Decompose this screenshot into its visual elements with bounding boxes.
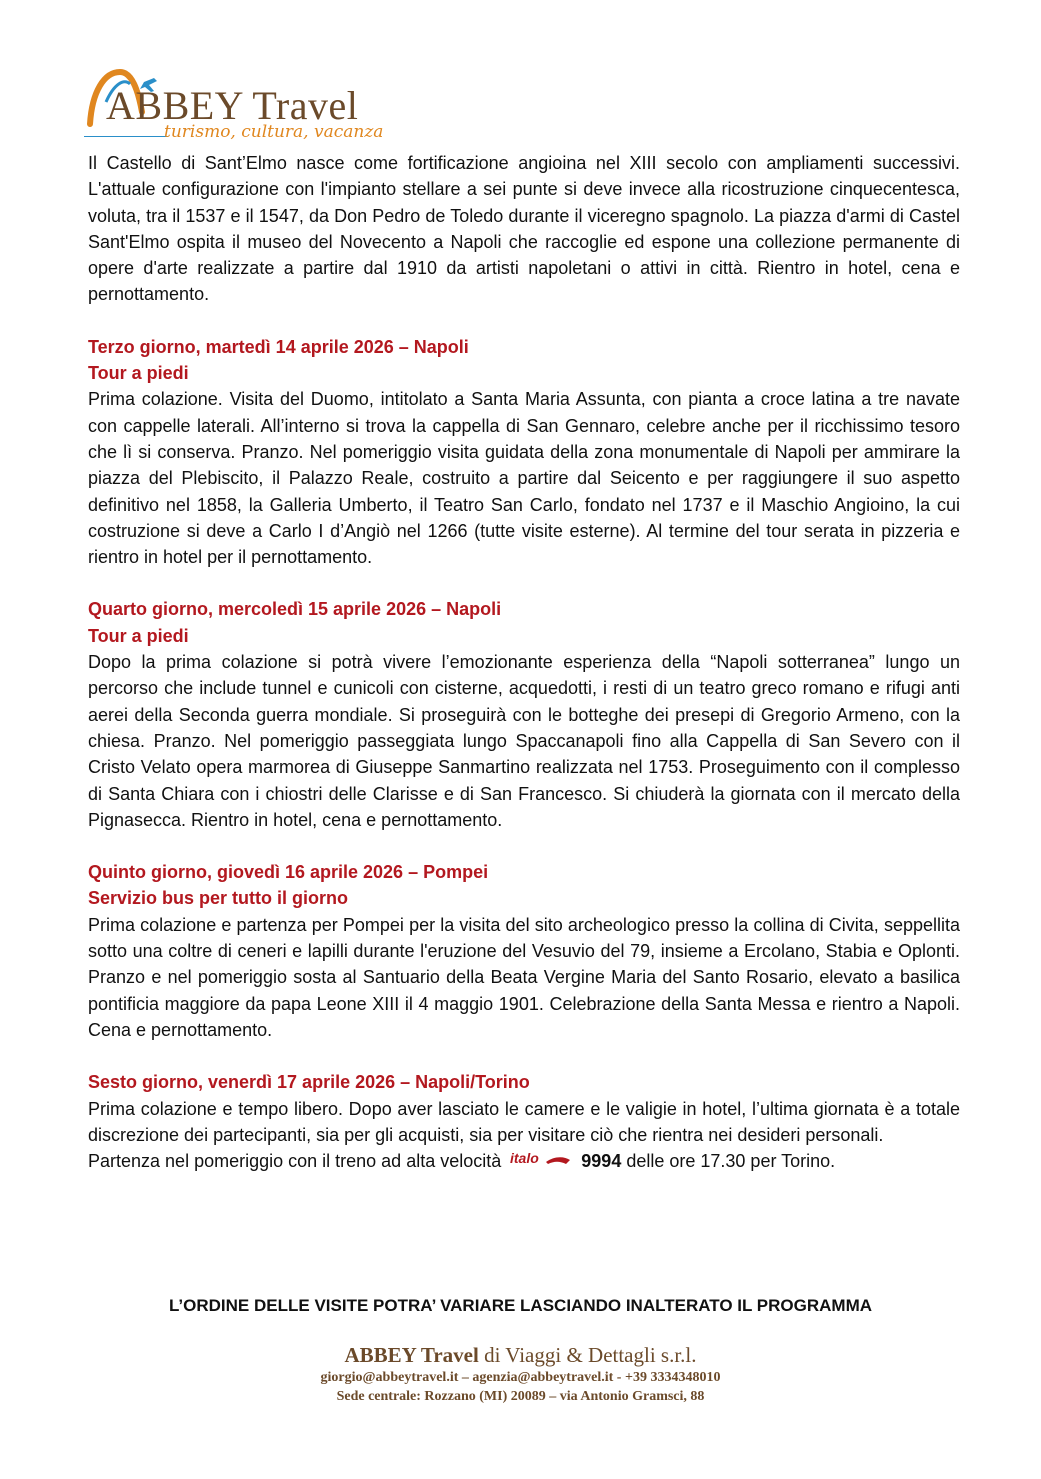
day-subtitle: Tour a piedi: [88, 363, 189, 384]
footer-company: [0, 1343, 1041, 1368]
day-section: [88, 596, 960, 833]
day-section: [88, 859, 960, 1043]
company-logo: [84, 62, 404, 152]
logo-rule: [84, 136, 168, 137]
logo-tagline: turismo, cultura, vacanza: [164, 122, 384, 142]
departure-line: [88, 1148, 960, 1175]
departure-time-text: delle ore 17.30 per Torino.: [626, 1151, 836, 1172]
footer-address: Sede centrale: Rozzano (MI) 20089 – via Antonio Gramsci, 88: [336, 1389, 705, 1404]
day-description: Prima colazione e partenza per Pompei per la visita del sito archeologico presso la collina di Civita, seppellita sotto una coltre di ceneri e lapilli durante l'eruzione del Vesuvio del 79, insieme a Ercolano, Stabia e Oplonti. Pranzo e nel pomeriggio sosta al Santuario della Beata Vergine Maria del Santo Rosario, elevato a basilica pontificia maggiore da papa Leone XIII il 4 maggio 1901. Celebrazione della Santa Messa e rientro a Napoli. Cena e pernottamento.: [88, 914, 960, 1040]
day-description: Prima colazione e tempo libero. Dopo aver lasciato le camere e le valigie in hotel, l’ultima giornata è a totale discrezione dei partecipanti, sia per gli acquisti, sia per visitare ciò che rientra nei desideri personali.: [88, 1098, 960, 1145]
footer: [0, 1343, 1041, 1406]
italo-logo-text: italo: [510, 1150, 540, 1167]
day-description: Dopo la prima colazione si potrà vivere l’emozionante esperienza della “Napoli sotterranea” lungo un percorso che include tunnel e cunicoli con cisterne, acquedotti, i resti di un teatro greco romano e rifugi anti aerei della Seconda guerra mondiale. Si proseguirà con le botteghe dei presepi di Gregorio Armeno, con la chiesa. Pranzo. Nel pomeriggio passeggiata lungo Spaccanapoli fino alla Cappella di San Severo con il Cristo Velato opera marmorea di Giuseppe Sanmartino realizzata nel 1753. Proseguimento con il complesso di Santa Chiara con i chiostri delle Clarisse e di San Francesco. Si chiuderà la giornata con il mercato della Pignasecca. Rientro in hotel, cena e pernottamento.: [88, 652, 960, 830]
last-day-section: [88, 1069, 960, 1175]
footer-contacts: giorgio@abbeytravel.it – agenzia@abbeytravel.it - +39 3334348010: [320, 1370, 721, 1385]
day-title: Sesto giorno, venerdì 17 aprile 2026 – Napoli/Torino: [88, 1072, 530, 1093]
day-subtitle: Servizio bus per tutto il giorno: [88, 888, 349, 909]
itinerary-content: [88, 150, 960, 1175]
footer-company-name: ABBEY Travel: [344, 1343, 479, 1367]
italo-logo: [510, 1149, 572, 1175]
departure-text: Partenza nel pomeriggio con il treno ad alta velocità: [88, 1151, 502, 1172]
day-section: [88, 334, 960, 571]
day-title: Quarto giorno, mercoledì 15 aprile 2026 – Napoli: [88, 599, 502, 620]
footer-company-suffix: di Viaggi & Dettagli s.r.l.: [484, 1343, 697, 1367]
day-subtitle: Tour a piedi: [88, 625, 189, 646]
program-notice: L’ORDINE DELLE VISITE POTRA’ VARIARE LASCIANDO INALTERATO IL PROGRAMMA: [168, 1296, 873, 1315]
day-title: Quinto giorno, giovedì 16 aprile 2026 – Pompei: [88, 862, 489, 883]
logo-name: ABBEY Travel: [106, 83, 359, 128]
train-number: 9994: [581, 1151, 622, 1172]
day-description: Prima colazione. Visita del Duomo, intitolato a Santa Maria Assunta, con pianta a croce latina a tre navate con cappelle laterali. All’interno si trova la cappella di San Gennaro, celebre anche per il ricchissimo tesoro che lì si conserva. Pranzo. Nel pomeriggio visita guidata della zona monumentale di Napoli per ammirare la piazza del Plebiscito, il Palazzo Reale, costruito a partire dal Seicento e per raggiungere il suo aspetto definitivo nel 1858, la Galleria Umberto, il Teatro San Carlo, fondato nel 1737 e il Maschio Angioino, la cui costruzione si deve a Carlo I d’Angiò nel 1266 (tutte visite esterne). Al termine del tour serata in pizzeria e rientro in hotel per il pernottamento.: [88, 389, 960, 568]
intro-paragraph: Il Castello di Sant’Elmo nasce come fortificazione angioina nel XIII secolo con ampliamenti successivi. L'attuale configurazione con l'impianto stellare a sei punte si deve invece alla ricostruzione cinquecentesca, voluta, tra il 1537 e il 1547, da Don Pedro de Toledo durante il viceregno spagnolo. La piazza d'armi di Castel Sant'Elmo ospita il museo del Novecento a Napoli che raccoglie ed espone una collezione permanente di opere d'arte realizzate a partire dal 1910 da artisti napoletani o attivi in città. Rientro in hotel, cena e pernottamento.: [88, 153, 960, 305]
day-title: Terzo giorno, martedì 14 aprile 2026 – Napoli: [88, 336, 469, 357]
